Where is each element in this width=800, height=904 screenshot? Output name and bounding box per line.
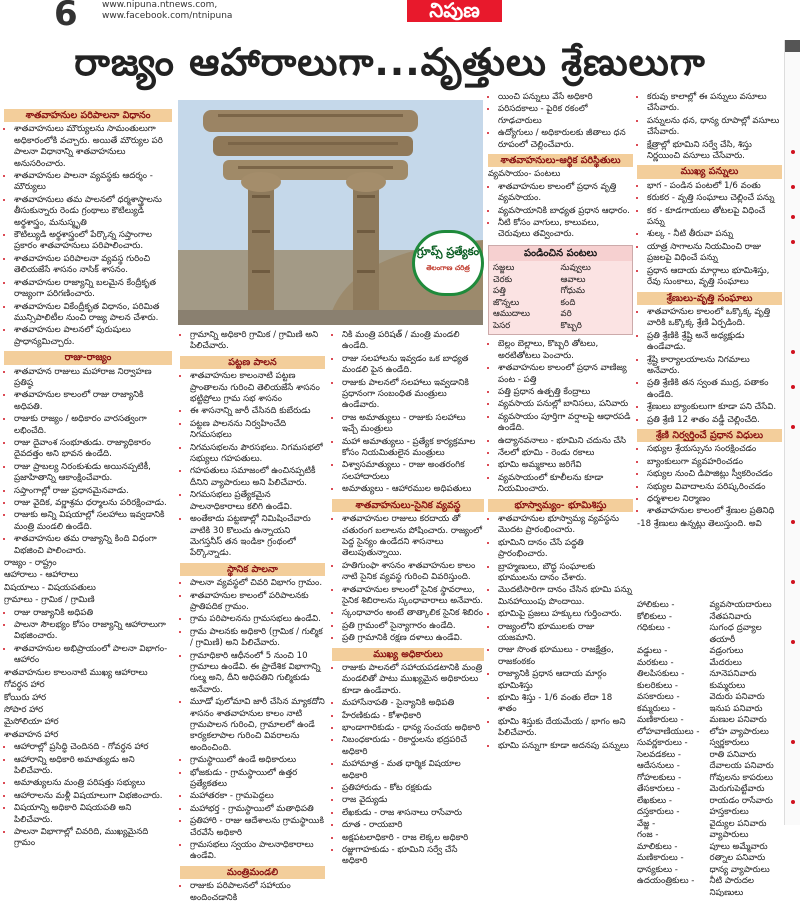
bullet-item: • నిబంధకారుడు - రికార్డులను భద్రపరిచే అధికారి xyxy=(342,735,484,758)
bullet-item: • సభ్యుల నుంచి డిపాజిట్లు స్వీకరించడం xyxy=(647,469,782,480)
occupation-term: కులరికులు - xyxy=(637,680,679,691)
occupation-term: వసకారులు - xyxy=(637,692,680,702)
bullet-item: • భూమి అమ్మకాలు జరిగేవి xyxy=(498,460,633,471)
occupation-meaning: సుగంధ ద్రవ్యాల తయారీ xyxy=(709,623,762,645)
text-line: -18 శ్రేణులు ఉన్నట్లు తెలుస్తుంది. అవి xyxy=(637,518,762,529)
occupation-meaning: మెరుగుపెట్టేవారు xyxy=(709,784,765,794)
text-line: వ్యవసాయం- పంటలు xyxy=(488,169,561,180)
bullet-item: • శాతవాహనుల తమ రాజ్యాన్ని కింది విధంగా విభజించి పాలించారు. xyxy=(14,534,172,557)
occupation-meaning: నీటి పారుదల నిపుణులు xyxy=(709,876,754,898)
bullet-item: • గ్రామసభలు స్వయం పాలనాధికారాలు ఉండేవి. xyxy=(190,840,325,863)
bullet-item: • ఉద్యానవనాలు - భూమిని చదును చేసి xyxy=(498,436,633,447)
occupation-term: లేఖకులు - xyxy=(637,795,672,806)
bullet-item: • శాతవాహనుల అభిప్రాయంలో పాలనా విభాగం-ఆహారం xyxy=(14,644,172,667)
bullet-item: • రాజ్యానికి ప్రధాన ఆదాయ మార్గం భూమిశిస్తు xyxy=(498,669,633,692)
badge-subtitle: తెలంగాణ చరిత్ర xyxy=(426,264,470,272)
section-heading: శాతవాహనులు-సైనిక వ్యవస్థ xyxy=(332,499,484,512)
bullet-item: • స్కంధావారం అంటే తాత్కాలిక సైనిక శిబిరం xyxy=(342,608,484,619)
bullet-list xyxy=(637,181,782,289)
bullet-item: • పాలనా సౌలభ్యం కోసం రాజ్యాన్ని ఆహారాలుగా విభజించారు. xyxy=(14,620,172,643)
bullet-item: • హతిగుంఫా శాసనం శాతవాహనుల కాలం నాటి సైనిక వ్యవస్థ గురించి వివరిస్తుంది. xyxy=(342,561,484,584)
bullet-item: • రాజ వైద్యుడు xyxy=(342,795,484,806)
crop-name: చెరకు xyxy=(493,274,513,285)
bullet-list xyxy=(332,663,484,868)
text-line: శాతవాహన హార xyxy=(4,729,59,740)
bullet-list xyxy=(180,330,325,353)
bullet-item: • శాతవాహనులు మౌర్యులను సామంతులుగా అధికారంలోకి వచ్చారు. అయితే మౌర్యుల పరి పాలనా విధానాన్ని శాతవాహనులు అనుసరించారు. xyxy=(14,124,172,170)
bullet-item: • శుల్క - నీటి తీరువా పన్ను xyxy=(647,229,782,240)
bullet-item: • నిగమసభలను పౌరసభలు. నిగమసభలో సభ్యులు గహపతులు. xyxy=(190,443,325,466)
occupation-meaning: వ్యాపారులు xyxy=(709,830,749,840)
bullet-item: • బ్యాంకులుగా వ్యవహరించడం xyxy=(647,457,782,468)
bullet-item: • శాతవాహనుల వికేంద్రీకృత విధానం, పరిమిత మున్సిపాలిటీల నుంచి రాజ్య పాలన చేశారు. xyxy=(14,302,172,325)
bullet-item: • అమాత్యులు - ఆహారముల అధిపతులు xyxy=(342,484,484,495)
bullet-item: • ప్రతి శ్రేణికి శ్రేష్టి అనే అధ్యక్షుడు ఉండేవాడు. xyxy=(647,331,782,354)
occupation-meaning: వ్యవసాయదారులు xyxy=(709,600,772,610)
crop-name: నువ్వులు xyxy=(560,263,591,274)
bullet-item: • భూమి శిస్తుకు దేయమేయ / భాగం అని పిలిచేవారు. xyxy=(498,717,633,740)
bullet-item: • భూమి పన్నుగా కూడా అదనపు పన్నులు xyxy=(498,741,633,752)
occupation-meaning: దేవాలయ పనివారు xyxy=(709,761,774,771)
occupation-term: మణికారులు - xyxy=(637,853,684,863)
bullet-item: • సభ్యుల వివాదాలను పరిష్కరించడం xyxy=(647,482,782,493)
occupation-term: వేజ్జ - xyxy=(637,818,656,829)
bullet-item: • నిగమసభలు ప్రత్యేకమైన పాలనాధికారాలు కలిగి ఉండేవి. xyxy=(190,490,325,513)
bullet-item: • క్షేత్రాల్లో భూమిని సర్వే చేసి, శిస్తు నిర్ణయించి వసూలు చేసేవారు. xyxy=(647,140,782,163)
bullet-item: • విషయాన్ని అధికారి విషయపతి అని పిలిచేవారు. xyxy=(14,803,172,826)
bullet-list xyxy=(637,92,782,162)
bullet-item: • హేరణికుడు - కోశాధికారి xyxy=(342,711,484,722)
bullet-item: • రాజుకు అన్ని విషయాల్లో సలహాలు ఇవ్వడానికి మంత్రి మండలి ఉండేది. xyxy=(14,510,172,533)
crops-grid xyxy=(489,261,632,334)
bullet-item: • కర - కూడగాయలు తోటలపై విధించే పన్ను xyxy=(647,206,782,229)
section-heading: మంత్రిమండలి xyxy=(180,866,325,879)
bullet-item: • పత్తి ప్రధాన ఉత్పత్తి కేంద్రాలు xyxy=(498,387,633,398)
badge-title: గ్రూప్స్ ప్రత్యేకం xyxy=(416,245,480,258)
bullet-list xyxy=(180,371,325,560)
occupation-term: మరకులు - xyxy=(637,657,674,668)
bullet-item: • భూమి శిస్తు - 1/6 వంతు లేదా 18 శాతం xyxy=(498,693,633,716)
bullet-item: • బెల్లం బెల్లాలు, కొబ్బరి తోటలు, అరటితోటలు పెంచారు. xyxy=(498,339,633,362)
bullet-item: • రాజుకు పాలనలో సలహాలు ఇవ్వడానికి ప్రధానంగా సంబంధిత మంత్రులు ఉండేవారు. xyxy=(342,378,484,412)
bullet-item: • రాజు ప్రాబల్య నిరంకుశుడు అయినప్పటికీ, ప్రజాహితాన్ని ఆకాంక్షించేవారు. xyxy=(14,462,172,485)
bullet-item: • మహా అమాత్యులు - ప్రత్యేక కార్యక్రమాల కోసం నియమితులైన మంత్రులు xyxy=(342,437,484,460)
occupation-meaning: ధాన్య వ్యాపారులు xyxy=(709,864,770,875)
occupation-meaning: పూలు అమ్మేవారు xyxy=(709,841,768,852)
occupation-term: వడ్డులు - xyxy=(637,646,668,656)
bullet-item: • రాజుకు పరిపాలనలో సహాయం అందించడానికి xyxy=(190,881,325,904)
bullet-item: • ప్రధాన ఆదాయ మార్గాలు భూమిశిస్తు, రేవు సుంకాలు, వృత్తి సంఘాలు xyxy=(647,266,782,289)
bullet-item: • రాజు సలహాలను ఇవ్వడం ఒక బాధ్యత మండలి పైన ఉండేది. xyxy=(342,354,484,377)
occupation-term: సువర్ణకారులు - xyxy=(637,738,688,748)
section-heading: రాజు-రాజ్యం xyxy=(4,351,172,364)
bullet-item: • విశ్వాసమాత్యులు - రాజు అంతరంగిక సలహాదారులు xyxy=(342,460,484,483)
bullet-item: • లేఖకుడు - రాజ శాసనాలు రాసేవారు xyxy=(342,808,484,819)
bullet-item: • ప్రతి గ్రామంలో సైన్యాగారం ఉండేది. xyxy=(342,621,484,632)
bullet-item: • శాతవాహనుల కాలంలో ఒక్కొక్క వృత్తి వారికి ఒక్కొక్క శ్రేణి ఏర్పడింది. xyxy=(647,307,782,330)
bullet-item: • రాజుకు పాలనలో సహాయపడటానికి మంత్రి మండలితో పాటు ముఖ్యమైన అధికారులు కూడా ఉండేవారు. xyxy=(342,663,484,697)
bullet-item: • సభ్యుల శ్రేయస్సును సంరక్షించడం xyxy=(647,444,782,455)
site-links xyxy=(102,0,232,22)
occupation-meaning: స్వర్ణకారులు xyxy=(709,738,750,748)
bullet-item: • నీటి కోసం వాగులు, కాలువలు, చెరువులు తవ్వించారు. xyxy=(498,218,633,241)
bullet-item: • వ్యవసాయంలో కూలీలను కూడా నియమించారు. xyxy=(498,473,633,496)
occupation-meaning: వెదురు పనివారు xyxy=(709,692,765,702)
occupations-list xyxy=(637,600,782,899)
section-heading: శాతవాహనులు-ఆర్థిక పరిస్థితులు xyxy=(488,154,633,167)
occupation-meaning: వడ్రంగులు xyxy=(709,646,744,656)
bullet-item: • మహాతరకా - గ్రామపెద్దలు xyxy=(190,791,325,802)
section-heading: ముఖ్య పన్నులు xyxy=(637,165,782,178)
crop-name: జొన్నలు xyxy=(493,297,520,308)
bullet-item: • పట్టణ పాలనను నిర్వహించేది నిగమసభలు xyxy=(190,419,325,442)
occupation-term: సెలవడకలు - xyxy=(637,749,681,760)
bullet-item: • శాతవాహనుల పరిపాలనా వ్యవస్థ గురించి తెలియజేసే శాసనం నాసిక్ శాసనం. xyxy=(14,254,172,277)
occupation-term: తిలపిసకులు - xyxy=(637,669,685,679)
crop-name: ఆవాలు xyxy=(560,274,586,285)
bullet-item: • గ్రామాన్ని అధికారి గ్రామిక / గ్రామిణి అని పిలిచేవారు. xyxy=(190,330,325,353)
bullet-item: • యించి పన్నులు వేసే అధికారి xyxy=(498,92,633,103)
bullet-list xyxy=(4,608,172,667)
crops-box-title: పండించిన పంటలు xyxy=(489,246,632,261)
occupation-term: కమ్మరులు - xyxy=(637,703,676,714)
bullet-item: • మూడో పులోమావి జారీ చేసిన మ్యాకదోని శాసనం శాతవాహనుల కాలం నాటి గ్రామపాలన గురించి, గ్రామాలలో ఉండే కార్యకలాపాల గురించి వివరాలను అందించింది. xyxy=(190,697,325,754)
section-heading: శ్రేణులు-వృత్తి సంఘాలు xyxy=(637,292,782,305)
bullet-item: • శాతవాహనుల కాలంలో ప్రధాన వాణిజ్య పంట - పత్తి xyxy=(498,363,633,386)
bullet-item: • పాలనా వ్యవస్థలో చివరి విభాగం గ్రామం. xyxy=(190,578,325,589)
text-line: రాజ్యం - రాష్ట్రం xyxy=(4,558,57,569)
bullet-item: • రజ్జుగాహకుడు - భూమిని సర్వే చేసే అధికారి xyxy=(342,845,484,868)
page-number: 6 xyxy=(54,0,78,34)
bullet-item: • నికి మంత్రి పరిషత్ / మంత్రి మండలి ఉండేది. xyxy=(342,330,484,353)
occupation-term: హాలికులు - xyxy=(637,600,675,610)
crops-box xyxy=(488,245,633,335)
bullet-item: • భూమిపై ప్రజలు హక్కులు గుర్తించారు. xyxy=(498,609,633,620)
occupation-term: గంజ - xyxy=(637,830,659,840)
occupation-term: కోలికులు - xyxy=(637,611,672,622)
bullet-item: • వ్యవసాయానికి బాధ్యత ప్రధాన ఆధారం. xyxy=(498,206,633,217)
occupation-term: ఆదేసనులు - xyxy=(637,761,680,771)
bullet-item: • శాతవాహనుల పాలనలో పురుషులు ప్రాధాన్యమిచ్చారు. xyxy=(14,325,172,348)
bullet-item: • రాజ అమాత్యులు - రాజుకు సలహాలు ఇచ్చే మంత్రులు xyxy=(342,413,484,436)
bullet-item: • ఉద్యోగులు / అధికారులకు జీతాలు ధన రూపంలో చెల్లించేవారు. xyxy=(498,128,633,151)
bullet-list xyxy=(180,881,325,904)
occupation-term: గధికులు - xyxy=(637,623,671,633)
bullet-list xyxy=(332,514,484,644)
bullet-item: • కరుకర - వృత్తి సంఘాలు చెల్లించే పన్ను xyxy=(647,193,782,204)
bullet-list xyxy=(4,124,172,348)
bullet-item: • మొదటిసారిగా దానం చేసిన భూమి పన్ను మినహాయింపు పొందాయి. xyxy=(498,585,633,608)
bullet-item: • ప్రతి గ్రామానికి రక్షణ దళాలు ఉండేవి. xyxy=(342,633,484,644)
bullet-item: • అక్షపటలాధికారి - రాజ లెక్కల అధికారి xyxy=(342,833,484,844)
occupation-meaning: ఇనుప పనివారు xyxy=(709,703,763,714)
bullet-item: • ఈ శాసనాన్ని జారీ చేసినది కుబేరుడు xyxy=(190,406,325,417)
column-5 xyxy=(637,92,782,597)
page-header xyxy=(0,0,800,36)
bullet-item: • శాతవాహనుల కాలంలో పరిపాలనకు ప్రాతిపదిక గ్రామం. xyxy=(190,591,325,614)
bullet-item: • శాతవాహనుల రాజులు కరదాయ తో చతురంగ బలాలను పోషించారు. రాజ్యంలో పెద్ద సైన్యం ఉండేదని శాసనాలు తెలుపుతున్నాయి. xyxy=(342,514,484,560)
bullet-item: • శాతవాహనుల భూస్వామ్య వ్యవస్థను మొదట ప్రారంభించారు. xyxy=(498,514,633,537)
bullet-item: • శాతవాహనులు తమ పాలనలో ధర్మశాస్త్రాలను తీసుకున్నారు రెండు గ్రంథాలు కౌటిల్యుడి అర్థశాస్త్రం, మనుస్మృతి xyxy=(14,195,172,229)
text-line: సోపార హార xyxy=(4,704,44,715)
bullet-item: • దూత - రాయబారి xyxy=(342,820,484,831)
text-line: మైసోలియా హార xyxy=(4,717,59,728)
occupation-term: ధాన్యకులు - xyxy=(637,864,678,875)
bullet-item: • వ్యవసాయం పూర్తిగా వర్షాలపై ఆధారపడి ఉండేది. xyxy=(498,412,633,435)
bullet-item: • రాజుకు రాజ్యం / అధికారం వారసత్వంగా లభించేది. xyxy=(14,414,172,437)
site-link[interactable]: www.nipuna.ntnews.com, xyxy=(102,0,218,10)
occupation-meaning: నేతపనివారు xyxy=(709,611,752,622)
bullet-item: • భాగ - పండిన పంటలో 1/6 వంతు xyxy=(647,181,782,192)
occupation-meaning: హస్తకారులు xyxy=(709,807,749,817)
bullet-item: • వ్యవసాయ పనుల్లో బానిసలు, పనివారు xyxy=(498,399,633,410)
bullet-list xyxy=(332,330,484,496)
bullet-item: • శ్రేణులు బ్యాంకులుగా కూడా పని చేసేవి. xyxy=(647,402,782,413)
section-heading: పట్టణ పాలన xyxy=(180,356,325,369)
occupation-term: మణికారులు - xyxy=(637,715,684,725)
occupation-meaning: గోవులను కాపరులు xyxy=(709,772,773,783)
bullet-list xyxy=(488,514,633,752)
text-line: గోవర్ధన హార xyxy=(4,680,45,691)
bullet-item: • అంతేకాదు పట్టణాల్లో నిమిషించేవారు వాటికి 30 కొలుచు ఉన్నాయని మెగస్తనీస్ తన ఇండికా గ్రంథంలో పేర్కొన్నాడు. xyxy=(190,514,325,560)
bullet-item: • రాజు వైదిక, వర్ణాశ్రమ ధర్మాలను పరిరక్షించాడు. xyxy=(14,498,172,509)
bullet-item: • అమాత్యులను మంత్రి పరిషత్తు సభ్యులు xyxy=(14,778,172,789)
bullet-item: • సప్తాంగాల్లో రాజు ప్రధానమైనవాడు. xyxy=(14,486,172,497)
bullet-list xyxy=(488,92,633,151)
bullet-item: • పరిసదకాలు - పైరిక రకంలో గూఢచారులు xyxy=(498,104,633,127)
occupation-term: గోహలకులు - xyxy=(637,772,682,783)
crop-name: కొబ్బరి xyxy=(560,320,582,331)
bullet-item: • ప్రతిహారి - రాజు ఆదేశాలను గ్రామస్థాయికి చేరవేసే అధికారి xyxy=(190,816,325,839)
bullet-item: • శాతవాహనుల కాలంలో ప్రధాన వృత్తి వ్యవసాయం. xyxy=(498,182,633,205)
occupation-meaning: నూనెపనివారు xyxy=(709,669,757,679)
bullet-item: • శాతవాహనుల కాలంనాటి పట్టణ ప్రాంతాలను గురించి తెలియజేసే శాసనం భట్టిప్రోలు గ్రామ సభ శాసనం xyxy=(190,371,325,405)
bullet-list xyxy=(637,307,782,426)
crop-name: వరి xyxy=(560,309,572,320)
occupation-meaning: కుమ్మరులు xyxy=(709,680,746,691)
column-1 xyxy=(4,106,172,849)
bullet-item: • ఆహారాన్ని అధికారి అమాత్యుడు అని పిలిచేవారు. xyxy=(14,755,172,778)
crop-name: ఆముదాలు xyxy=(493,309,530,320)
crop-name: కంది xyxy=(560,297,576,308)
bullet-list xyxy=(637,444,782,517)
bullet-item: • ప్రతి శ్రేణికి తన స్వంత ముద్ర, పతాకం ఉండేది. xyxy=(647,378,782,401)
bullet-item: • రాజు దైవాంశ సంభూతుడు. రాజ్యాధికారం దైవదత్తం అని భావన ఉండేది. xyxy=(14,438,172,461)
bullet-item: • పన్నులను ధన, ధాన్య రూపాల్లో వసూలు చేసేవారు. xyxy=(647,116,782,139)
occupation-term: తేసకారులు - xyxy=(637,784,681,794)
occupation-meaning: మేదరులు xyxy=(709,657,742,668)
column-2 xyxy=(180,330,325,903)
occupation-meaning: లోహ వ్యాపారులు xyxy=(709,726,769,737)
bullet-item: • మహాభర్త - గ్రామస్థాయిలో మతాధిపతి xyxy=(190,804,325,815)
bullet-item: • భూమిని దానం చేసే పద్ధతి ప్రారంభించారు. xyxy=(498,538,633,561)
bullet-item: • భోజకుడు - గ్రామస్థాయిలో ఉత్తర ప్రత్యేకతలు xyxy=(190,768,325,791)
occupation-term: మాలికులు - xyxy=(637,841,678,852)
bullet-item: • భాండాగారికుడు - ధాన్య సంచయ అధికారి xyxy=(342,723,484,734)
bullet-item: • ఆహారాలను మళ్లీ విషయాలుగా విభజించారు. xyxy=(14,791,172,802)
facebook-link[interactable]: www.facebook.com/ntnipuna xyxy=(102,11,233,21)
section-heading: శాతవాహనుల పరిపాలనా విధానం xyxy=(4,109,172,122)
bullet-item: • బ్రాహ్మణులు, బౌద్ధ సంఘాలకు భూములను దానం చేశారు. xyxy=(498,562,633,585)
adjacent-column-strip xyxy=(784,40,800,825)
bullet-item: • రాజు రాజ్యానికి అధిపతి xyxy=(14,608,172,619)
bullet-list xyxy=(488,182,633,241)
bullet-item: • నేలలో భూమి - రెండు రకాలు xyxy=(498,448,633,459)
occupation-meaning: మణుల పనివారు xyxy=(709,715,767,725)
text-line: కోయిరు హార xyxy=(4,692,47,703)
bullet-list xyxy=(488,339,633,495)
occupation-term: లోహవాణియులు - xyxy=(637,726,700,737)
bullet-item: • గ్రామాధికారి ఆధీనంలో 5 నుంచి 10 గ్రామాలు ఉండేవి. ఈ ప్రాదేశిక విభాగాన్ని గుల్మ అని, దీని అధిపతిని గుల్మికుడు అనేవారు. xyxy=(190,651,325,697)
occupation-meaning: రత్నాల పనివారు xyxy=(709,853,766,863)
bullet-item: • శాతవాహనుల రాజ్యాన్ని బలమైన కేంద్రీకృత రాజ్యంగా పరిగణించారు. xyxy=(14,278,172,301)
bullet-item: • శ్రేష్టి కార్యాలయాలను నిగమాలు అనేవారు. xyxy=(647,355,782,378)
column-3 xyxy=(332,330,484,867)
bullet-list xyxy=(180,578,325,863)
bullet-item: • యాత్ర సాగాలను నియమించి రాజు ప్రజలపై విధించే పన్ను xyxy=(647,242,782,265)
bullet-item: • కరువు కాలాల్లో ఈ పన్నులు వసూలు చేసేవారు. xyxy=(647,92,782,115)
bullet-item: • గ్రామస్థాయిలో ఉండే అధికారులు xyxy=(190,755,325,766)
bullet-item: • శాతవాహనుల కాలంలో రాజు రాజ్యానికి అధిపతి. xyxy=(14,390,172,413)
groups-special-badge xyxy=(412,230,484,296)
bullet-item: • శాతవాహనుల కాలంలో శ్రేణుల ప్రతినిధి xyxy=(647,506,782,517)
occupation-meaning: వైద్యుల పనివారు xyxy=(709,818,767,829)
section-heading: భూస్వామ్యం- భూమిశిస్తు xyxy=(488,499,633,512)
nipuna-logo: నిపుణ xyxy=(407,0,502,22)
bullet-item: • శాతవాహనుల పాలనా వ్యవస్థకు ఆదర్శం - మౌర్యులు xyxy=(14,171,172,194)
bullet-item: • ప్రతి శ్రేణి 12 శాతం వడ్డీ చెల్లించేది. xyxy=(647,415,782,426)
column-4 xyxy=(488,92,633,822)
text-line: ఆహారాలు - ఆహారాలు xyxy=(4,570,79,581)
bullet-item: • మహామాత్ర - మత ధార్మిక విషయాల అధికారి xyxy=(342,759,484,782)
bullet-item: • గ్రామ పాలనకు అధికారి (గ్రామిక / గుల్మిక / గ్రామిణి) అని పిలిచేవారు. xyxy=(190,627,325,650)
text-line: గ్రామాలు - గ్రామిక / గ్రామిణి xyxy=(4,595,95,606)
bullet-item: • గహపతులు సమాజంలో ఉంచినప్పటికీ దీనిని వ్యాపారులు అని పిలిచేవారు. xyxy=(190,466,325,489)
bullet-item: • ధర్మశాలల నిర్మాణం xyxy=(647,494,782,505)
bullet-item: • గ్రామ పరిపాలనను గ్రామసభలు ఉండేవి. xyxy=(190,614,325,625)
bullet-item: • కౌటిల్యుడి అర్థశాస్త్రంలో పేర్కొన్న సప్తాంగాల ప్రకారం శాతవాహనులు పరిపాలించారు. xyxy=(14,230,172,253)
bullet-item: • మహాసేనాపతి - సైన్యానికి అధిపతి xyxy=(342,698,484,709)
section-heading: ముఖ్య అధికారులు xyxy=(332,648,484,661)
section-heading: స్థానిక పాలనా xyxy=(180,563,325,576)
bullet-item: • రాజ్యంలోని భూములకు రాజు యజమాని. xyxy=(498,622,633,645)
bullet-item: • రాజు సొంత భూములు - రాజక్షేత్రం, రాజకంఠకం xyxy=(498,645,633,668)
crop-name: గోధుమ xyxy=(560,286,585,297)
occupation-term: దస్తకారులు - xyxy=(637,807,680,817)
bullet-list xyxy=(4,367,172,558)
text-line: శాతవాహనుల కాలంనాటి ముఖ్య ఆహారాలు xyxy=(4,667,148,678)
bullet-item: • పాలనా విభాగాల్లో చివరిది, ముఖ్యమైనది గ్రామం xyxy=(14,827,172,850)
bullet-list xyxy=(4,742,172,850)
crop-name: పత్తి xyxy=(493,286,506,297)
bullet-item: • ఆహారాల్లో ప్రసిద్ధి చెందినది - గోవర్ధన హార xyxy=(14,742,172,753)
bullet-item: • శాతవాహన రాజులు మహారాజ నిర్వాహణ ప్రతిష్ఠ xyxy=(14,367,172,390)
crop-name: సజ్జలు xyxy=(493,263,515,274)
headline: రాజ్యం ఆహారాలుగా...వృత్తులు శ్రేణులుగా xyxy=(74,40,706,84)
occupation-term: ఉదయంత్రికులు - xyxy=(637,876,695,886)
occupation-meaning: రాతి పనివారు xyxy=(709,749,757,760)
bullet-item: • ప్రతిహారుడు - కోట రక్షకుడు xyxy=(342,783,484,794)
text-line: విషయాలు - విషయపతులు xyxy=(4,582,96,593)
crop-name: పెసర xyxy=(493,320,511,331)
section-heading: శ్రేణి నిర్వర్తించే ప్రధాన విధులు xyxy=(637,429,782,442)
bullet-item: • శాతవాహనుల కాలంలో సైనిక స్థావరాలు, సైనిక శిబిరాలను స్కంధావారాలు అనేవారు. xyxy=(342,585,484,608)
occupation-meaning: రాయడం రాసేవారు xyxy=(709,795,773,806)
